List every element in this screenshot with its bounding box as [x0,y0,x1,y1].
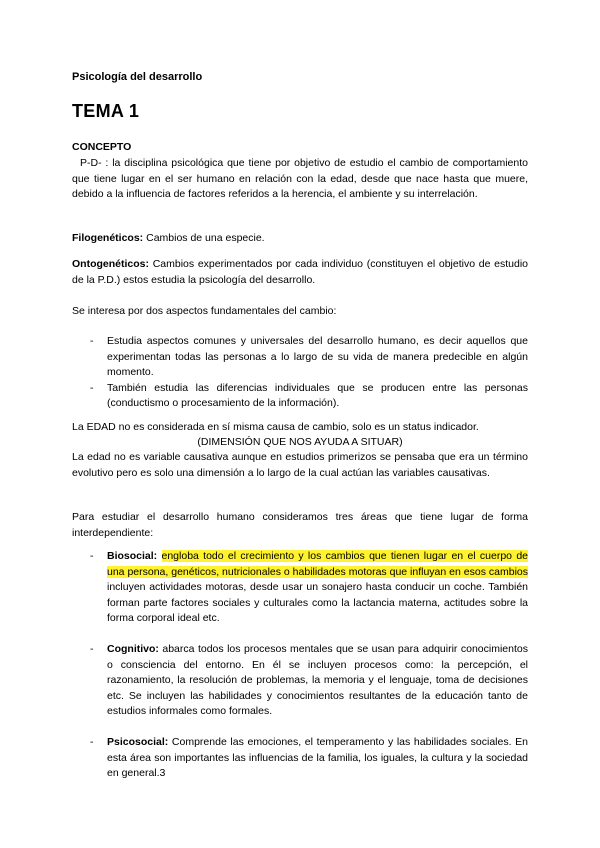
list-item-cognitivo [72,642,528,720]
dash-bullet: - [90,642,94,655]
list-item-psicosocial [72,735,528,782]
filogeneticos-term: Filogenéticos: [72,232,144,244]
list-item [72,381,528,412]
biosocial-highlighted-text: engloba todo el crecimiento y los cambios que tienen lugar en el cuerpo de una persona, genéticos, nutricionales o habilidades motoras que influyan en esos cambios [107,550,529,578]
ontogeneticos-definition: Cambios experimentados por cada individuo (constituyen el objetivo de estudio de la P.D.) estos estudia la psicología del desarrollo. [72,258,528,286]
dimension-note: (DIMENSIÓN QUE NOS AYUDA A SITUAR) [197,436,403,448]
concepto-paragraph: P-D- : la disciplina psicológica que tiene por objetivo de estudio el cambio de comportamiento que tiene lugar en el ser humano en relación con la edad, desde que nace hasta que muere, debido a la influencia de factores referidos a la herencia, el ambiente y su interrelación. [72,157,528,201]
cognitivo-text: abarca todos los procesos mentales que se usan para adquirir conocimientos o consciencia del entorno. En él se incluyen procesos como: la percepción, el razonamiento, la resolución de problemas, la memoria y el lenguaje, toma de decisiones etc. Se incluyen las habilidades y conocimientos resultantes de la educación tanto de estudios informales como formales. [107,642,528,718]
edad-variable-paragraph: La edad no es variable causativa aunque en estudios primerizos se pensaba que era un término evolutivo pero es solo una dimensión a lo largo de la cual actúan las variables causativas. [72,451,528,479]
list-item [72,334,528,381]
biosocial-text: incluyen actividades motoras, desde usar un sonajero hasta conducir un coche. También forman parte factores sociales y culturales como la lactancia materna, actitudes sobre la forma corporal ideal etc. [107,581,528,625]
dash-bullet: - [90,735,94,748]
filogeneticos-definition: Cambios de una especie. [143,232,265,244]
concepto-heading: CONCEPTO [72,141,132,153]
list-item-text: Estudia aspectos comunes y universales del desarrollo humano, es decir aquellos que experimentan todas las personas a lo largo de su vida de manera predecible en algún momento. [107,335,528,379]
ontogeneticos-paragraph [72,257,528,288]
aspectos-list [72,334,528,412]
tema-heading: TEMA 1 [72,101,140,121]
edad-paragraph: La EDAD no es considerada en sí misma causa de cambio, solo es un status indicador. [72,421,479,433]
interesa-paragraph: Se interesa por dos aspectos fundamentales del cambio: [72,305,337,317]
biosocial-term: Biosocial: [107,550,158,562]
estudiar-paragraph: Para estudiar el desarrollo humano consideramos tres áreas que tiene lugar de forma interdependiente: [72,511,528,539]
document-title: Psicología del desarrollo [72,71,203,83]
areas-list [72,549,528,782]
filogeneticos-paragraph [72,231,528,247]
dash-bullet: - [90,381,94,394]
list-item-biosocial [72,549,528,627]
psicosocial-text: Comprende las emociones, el temperamento y las habilidades sociales. En esta área son importantes las influencias de la familia, los iguales, la cultura y la sociedad en general.3 [107,735,528,780]
psicosocial-term: Psicosocial: [107,735,169,748]
dash-bullet: - [90,335,94,347]
ontogeneticos-term: Ontogenéticos: [72,258,150,270]
list-item-text: También estudia las diferencias individuales que se producen entre las personas (conductismo o procesamiento de la información). [107,381,528,410]
dash-bullet: - [90,550,94,562]
cognitivo-term: Cognitivo: [107,642,159,655]
